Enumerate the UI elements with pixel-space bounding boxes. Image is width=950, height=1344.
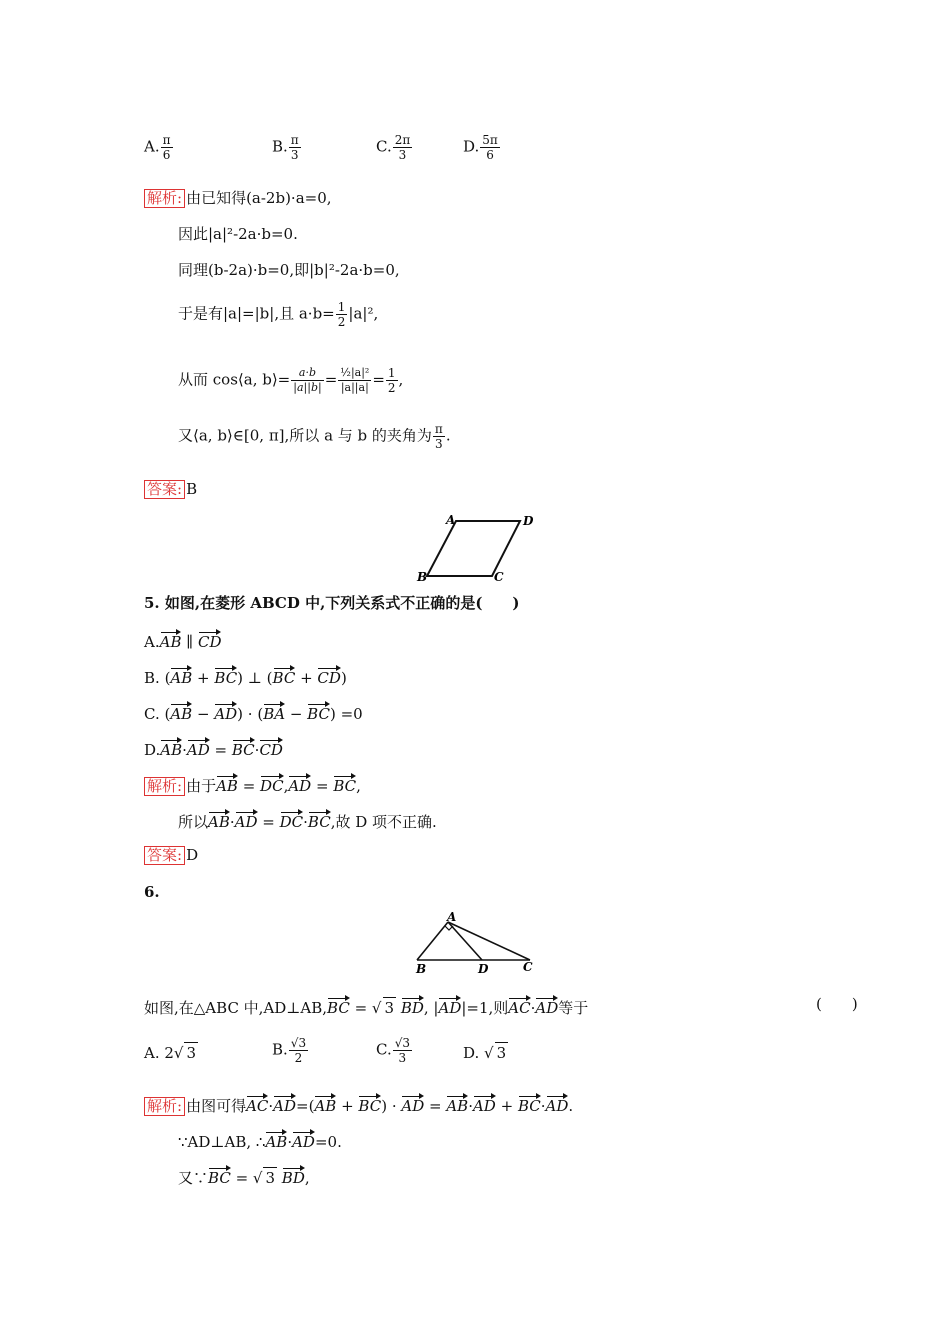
q5-analysis-line-2: 所以AB·AD = DC·BC,故 D 项不正确. bbox=[178, 808, 437, 832]
q4-option-c: C. $\frac{2\pi}{3}$ bbox=[376, 133, 411, 162]
q5-option-d: D.AB·AD = BC·CD bbox=[144, 736, 283, 760]
q6-analysis-line-2: ∵AD⊥AB, ∴AB·AD=0. bbox=[178, 1128, 342, 1152]
rhombus-shape bbox=[427, 521, 520, 576]
fig6-label-c: C bbox=[523, 960, 533, 974]
fig5-label-d: D bbox=[523, 514, 534, 528]
q4-analysis-line-1: 解析: 由已知得(a-2b)·a=0, bbox=[144, 188, 332, 208]
q6-option-a: A. 2√ 3 bbox=[144, 1044, 197, 1062]
fig5-label-c: C bbox=[494, 570, 504, 584]
q4-analysis-line-3: 同理(b-2a)·b=0,即|b|²-2a·b=0, bbox=[178, 261, 400, 279]
rhombus-figure bbox=[410, 510, 550, 590]
analysis-tag: 解析: bbox=[144, 777, 185, 796]
q5-option-a: A.AB ∥ CD bbox=[144, 628, 221, 652]
triangle-figure bbox=[408, 912, 548, 982]
right-angle-mark bbox=[445, 926, 453, 930]
fig5-label-b: B bbox=[417, 570, 428, 584]
fig6-label-d: D bbox=[478, 962, 489, 976]
fig6-label-a: A bbox=[447, 912, 457, 924]
q5-option-b: B. (AB + BC) ⊥ (BC + CD) bbox=[144, 664, 347, 688]
q4-analysis-line-5: 从而 cos⟨a, b⟩= $\frac{a\cdot b}{|a||b|}$ = $\frac{\text{½|a|²}}{|a||a|}$ = $\frac{1}{2}$ , bbox=[178, 366, 404, 395]
q6-number: 6. bbox=[144, 883, 160, 901]
q6-option-b: B. $\frac{√3}{2}$ bbox=[272, 1036, 307, 1065]
fig5-label-a: A bbox=[446, 513, 456, 527]
q4-analysis-line-2: 因此|a|²-2a·b=0. bbox=[178, 225, 298, 243]
q6-option-c: C. $\frac{√3}{3}$ bbox=[376, 1036, 410, 1065]
q5-stem: 5. 如图,在菱形 ABCD 中,下列关系式不正确的是( ) bbox=[144, 594, 520, 612]
q6-option-d: D. √ 3 bbox=[463, 1044, 507, 1062]
answer-tag: 答案: bbox=[144, 846, 185, 865]
q4-option-d: D. $\frac{5\pi}{6}$ bbox=[463, 133, 498, 162]
q5-analysis-line-1: 解析: 由于AB = DC,AD = BC, bbox=[144, 772, 361, 796]
q4-analysis-line-4: 于是有|a|=|b|,且 a·b= $\frac{1}{2}$ |a|², bbox=[178, 300, 379, 329]
side-ab bbox=[417, 922, 448, 960]
answer-tag: 答案: bbox=[144, 480, 185, 499]
q4-option-a: A. $\frac{\pi}{6}$ bbox=[144, 133, 171, 162]
analysis-tag: 解析: bbox=[144, 189, 185, 208]
q4-analysis-line-6: 又⟨a, b⟩∈[0, π],所以 a 与 b 的夹角为 $\frac{\pi}{3}$ . bbox=[178, 422, 451, 451]
q5-option-c: C. (AB − AD) · (BA − BC) =0 bbox=[144, 700, 363, 724]
analysis-tag: 解析: bbox=[144, 1097, 185, 1116]
side-ac bbox=[448, 922, 530, 960]
q4-answer: 答案: B bbox=[144, 479, 197, 499]
q6-stem: 如图,在△ABC 中,AD⊥AB,BC = √ 3 BD, |AD|=1,则AC·AD等于 bbox=[144, 994, 588, 1018]
q4-option-b: B. $\frac{\pi}{3}$ bbox=[272, 133, 299, 162]
q6-analysis-line-1: 解析: 由图可得AC·AD=(AB + BC) · AD = AB·AD + BC·AD. bbox=[144, 1092, 573, 1116]
q6-paren: ( ) bbox=[816, 995, 858, 1013]
segment-ad bbox=[448, 922, 482, 960]
q5-answer: 答案: D bbox=[144, 845, 198, 865]
fig6-label-b: B bbox=[416, 962, 427, 976]
q6-analysis-line-3: 又∵BC = √ 3 BD, bbox=[178, 1164, 310, 1188]
